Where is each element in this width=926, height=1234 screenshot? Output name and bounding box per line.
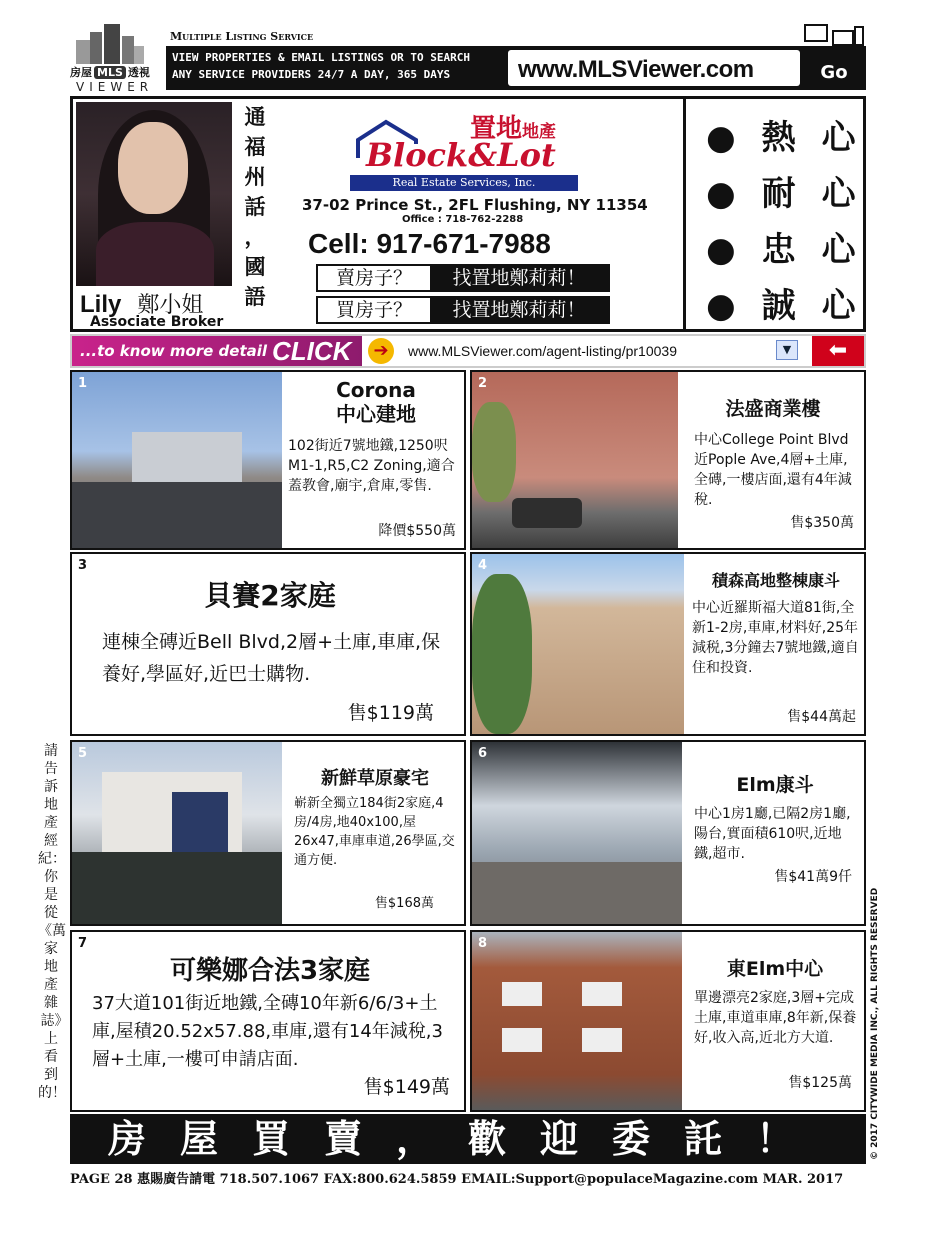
virtue-item: ●耐心 [706,174,882,214]
dialect-char: 語 [244,285,266,309]
listing-title: Elm康斗 [736,774,814,796]
listing-number: 5 [78,746,88,761]
listing-card[interactable] [70,552,466,736]
cell-phone: Cell: 917-671-7988 [308,228,551,259]
listing-card[interactable] [70,930,466,1112]
listing-desc: 連棟全磚近Bell Blvd,2層+土庫,車庫,保養好,學區好,近巴士購物. [102,631,441,685]
listing-card[interactable] [70,740,466,926]
divider [683,96,686,332]
listing-photo [72,372,282,548]
page-footer: PAGE 28 惠賜廣告請電 718.507.1067 FAX:800.624.5859 EMAIL:Support@populaceMagazine.com MAR. 2017 [70,1172,844,1187]
agent-listing-url[interactable]: www.MLSViewer.com/agent-listing/pr10039 [408,343,677,359]
go-button[interactable]: Go [820,62,848,83]
copyright: © 2017 CITYWIDE MEDIA INC., ALL RIGHTS RESERVED [870,887,880,1160]
listing-desc: 37大道101街近地鐵,全磚10年新6/6/3+土庫,屋積20.52x57.88,車庫,還有14年減稅,3層+土庫,一樓可申請店面. [92,993,443,1070]
listing-photo [472,932,682,1110]
back-arrow-button[interactable]: ⬅ [812,336,864,366]
listing-price: 售$149萬 [363,1076,450,1098]
listing-photo [72,742,282,924]
agent-name-cn: 鄭小姐 [137,292,204,317]
listing-desc: 單邊漂亮2家庭,3層+完成土庫,車道車庫,8年新,保養好,收入高,近北方大道. [694,990,857,1046]
virtue-item: ●誠心 [706,286,882,326]
company-en: Block&Lot [366,136,556,174]
listing-price: 售$119萬 [347,702,434,724]
dialect-char: 話 [244,195,266,219]
dialect-char: ， [244,225,266,249]
mls-url-link[interactable] [508,50,800,86]
slogan-answer: 找置地鄭莉莉！ [430,266,608,290]
dialect-char: 州 [244,165,266,189]
listing-number: 1 [78,376,88,391]
logo-viewer: VIEWER [76,80,154,94]
click-bar [70,334,866,368]
listing-title: 新鮮草原豪宅 [321,768,429,789]
listing-price: 降價$550萬 [378,523,456,539]
click-lead: ...to know more detail [80,342,268,360]
listing-number: 3 [78,558,88,573]
logo-cn-left: 房屋 [70,66,92,79]
listing-desc: 中心近羅斯福大道81街,全新1-2房,車庫,材料好,25年減税,3分鐘去7號地鐵,適自住和投資. [692,600,859,676]
listing-price: 售$350萬 [790,515,854,531]
listing-desc: 102街近7號地鐵,1250呎M1-1,R5,C2 Zoning,適合蓋教會,廟宇,倉庫,零售. [288,438,455,494]
office-address: 37-02 Prince St., 2FL Flushing, NY 11354 [302,196,648,214]
welcome-banner: 房屋買賣，歡迎委託！ [70,1114,866,1164]
slogan-answer: 找置地鄭莉莉！ [430,298,608,322]
company-cn: 置地 [470,114,523,144]
click-banner[interactable] [72,336,362,366]
listing-desc: 中心College Point Blvd 近Pople Ave,4層+土庫,全磚,一樓店面,還有4年減稅. [694,432,852,508]
listing-number: 8 [478,936,488,951]
listing-number: 4 [478,558,488,573]
tagline-2: ANY SERVICE PROVIDERS 24/7 A DAY, 365 DAYS [172,68,451,81]
mls-banner [166,46,866,90]
company-sub: Real Estate Services, Inc. [350,175,578,191]
mls-title: Multiple Listing Service [170,30,314,43]
dialect-char: 國 [244,255,266,279]
mls-url-text: www.MLSViewer.com [518,56,754,83]
listing-title: 法盛商業樓 [725,398,821,420]
listing-photo [472,372,678,548]
virtue-item: ●熱心 [706,118,882,158]
click-label: CLICK [272,336,352,366]
listing-photo [472,742,682,924]
agent-photo [76,102,232,286]
slogan-buy [316,296,610,324]
mls-viewer-logo [68,22,160,94]
listing-title: 積森高地整棟康斗 [711,571,840,590]
listing-card[interactable] [70,370,466,550]
listing-price: 售$44萬起 [787,709,856,725]
listing-number: 7 [78,936,88,951]
listing-price: 售$125萬 [788,1075,852,1091]
arrow-right-icon[interactable]: ➔ [368,338,394,364]
office-phone: Office : 718-762-2288 [402,214,524,225]
dialect-char: 通 [244,105,266,129]
buildings-icon [76,24,146,64]
listing-title: 可樂娜合法3家庭 [169,956,371,986]
dialect-column [242,102,268,312]
listing-card[interactable] [470,552,866,736]
slogan-question: 買房子？ [335,299,412,321]
listing-title: 東Elm中心 [726,958,824,980]
listing-price: 售$168萬 [374,896,434,911]
listing-price: 售$41萬9仟 [774,869,852,885]
listing-title: 貝賽2家庭 [204,579,336,612]
listing-desc: 嶄新全獨立184街2家庭,4房/4房,地40x100,屋26x47,車庫車道,26學區,交通方便. [294,796,455,868]
virtue-item: ●忠心 [706,230,882,270]
listing-card[interactable] [470,930,866,1112]
listing-photo [472,554,684,734]
logo-cn-right: 透視 [127,66,150,79]
agent-title: Associate Broker [90,314,224,330]
chevron-down-icon[interactable]: ▼ [776,340,798,360]
company-cn-small: 地產 [522,122,557,142]
tagline-1: VIEW PROPERTIES & EMAIL LISTINGS OR TO SEARCH [172,51,471,64]
slogan-question: 賣房子？ [335,267,412,289]
listing-card[interactable] [470,370,866,550]
side-note: 請告訴地產經紀：你是從《萬家地產雜誌》上看到的！ [38,743,66,1101]
agent-name-en: Lily [80,291,122,318]
listing-desc: 中心1房1廳,已隔2房1廳,陽台,實面積610呎,近地鐵,超市. [694,806,851,862]
slogan-sell [316,264,610,292]
listing-number: 6 [478,746,488,761]
listing-card[interactable] [470,740,866,926]
logo-mls: MLS [94,66,126,79]
listing-subtitle: 中心建地 [336,402,416,426]
listing-title: Corona [336,378,416,402]
listing-number: 2 [478,376,488,391]
dialect-char: 福 [244,135,266,159]
